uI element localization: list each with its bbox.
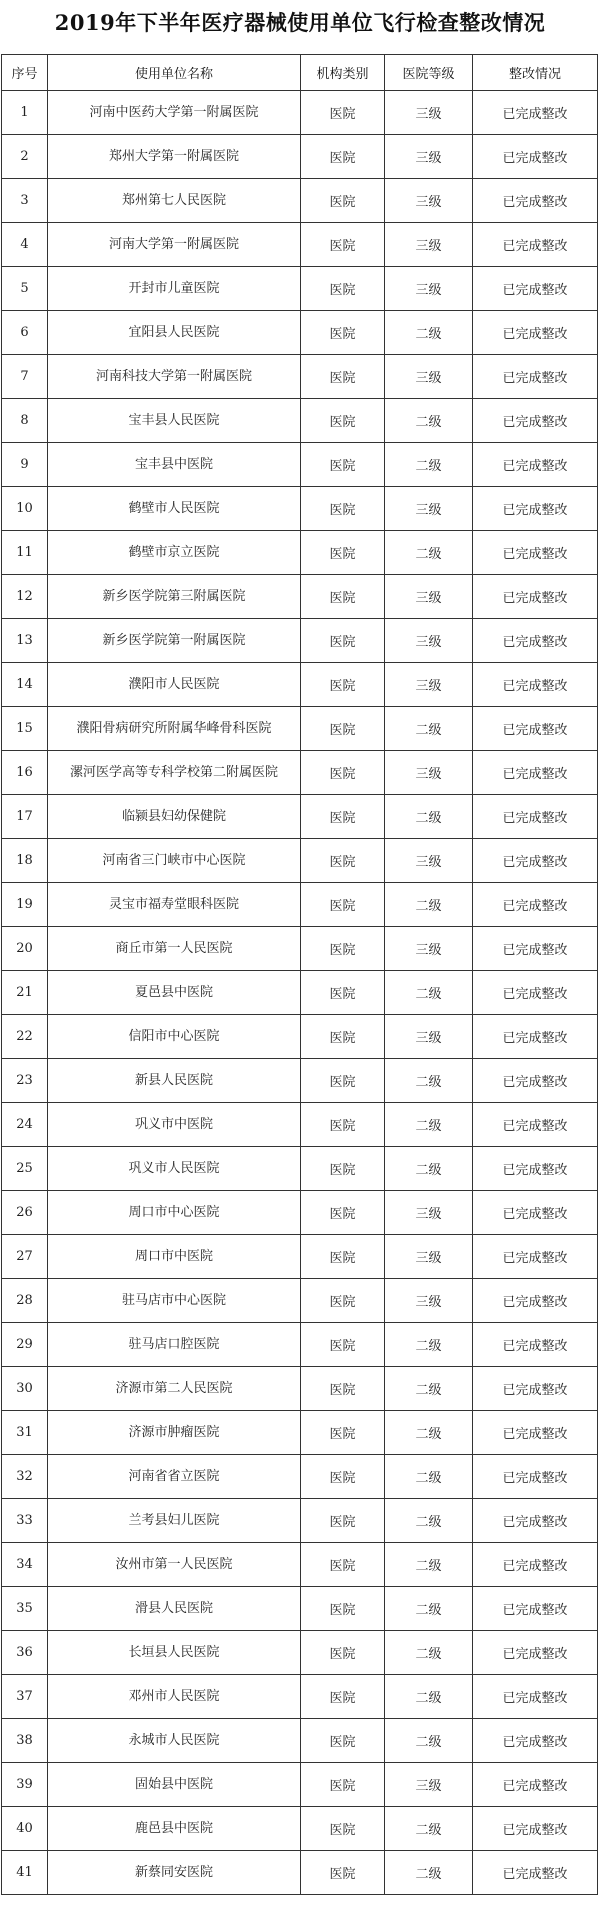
cell-rectification-status: 已完成整改 [473, 399, 598, 443]
cell-serial-number: 7 [2, 355, 48, 399]
cell-rectification-status: 已完成整改 [473, 1719, 598, 1763]
cell-unit-name: 新县人民医院 [48, 1059, 301, 1103]
cell-unit-name: 新乡医学院第一附属医院 [48, 619, 301, 663]
cell-rectification-status: 已完成整改 [473, 531, 598, 575]
table-row [2, 1587, 598, 1631]
cell-hospital-level: 二级 [385, 399, 473, 443]
cell-unit-name: 鹤壁市人民医院 [48, 487, 301, 531]
cell-institution-type: 医院 [301, 135, 385, 179]
header-unit-name: 使用单位名称 [48, 55, 301, 91]
cell-hospital-level: 三级 [385, 1763, 473, 1807]
cell-serial-number: 1 [2, 91, 48, 135]
cell-serial-number: 37 [2, 1675, 48, 1719]
table-row [2, 751, 598, 795]
cell-rectification-status: 已完成整改 [473, 619, 598, 663]
cell-hospital-level: 三级 [385, 1015, 473, 1059]
cell-serial-number: 2 [2, 135, 48, 179]
cell-institution-type: 医院 [301, 355, 385, 399]
cell-institution-type: 医院 [301, 751, 385, 795]
table-row [2, 1763, 598, 1807]
table-row [2, 1631, 598, 1675]
cell-institution-type: 医院 [301, 1543, 385, 1587]
cell-unit-name: 郑州第七人民医院 [48, 179, 301, 223]
cell-rectification-status: 已完成整改 [473, 1631, 598, 1675]
cell-serial-number: 11 [2, 531, 48, 575]
cell-hospital-level: 三级 [385, 355, 473, 399]
cell-hospital-level: 三级 [385, 223, 473, 267]
cell-unit-name: 滑县人民医院 [48, 1587, 301, 1631]
header-serial-number: 序号 [2, 55, 48, 91]
cell-serial-number: 3 [2, 179, 48, 223]
cell-hospital-level: 二级 [385, 1851, 473, 1895]
cell-unit-name: 河南大学第一附属医院 [48, 223, 301, 267]
cell-institution-type: 医院 [301, 1015, 385, 1059]
table-row [2, 399, 598, 443]
cell-rectification-status: 已完成整改 [473, 1411, 598, 1455]
cell-hospital-level: 三级 [385, 487, 473, 531]
cell-serial-number: 10 [2, 487, 48, 531]
cell-institution-type: 医院 [301, 91, 385, 135]
cell-unit-name: 河南省省立医院 [48, 1455, 301, 1499]
cell-institution-type: 医院 [301, 1191, 385, 1235]
cell-unit-name: 固始县中医院 [48, 1763, 301, 1807]
cell-rectification-status: 已完成整改 [473, 971, 598, 1015]
cell-unit-name: 濮阳骨病研究所附属华峰骨科医院 [48, 707, 301, 751]
cell-hospital-level: 二级 [385, 1631, 473, 1675]
cell-unit-name: 夏邑县中医院 [48, 971, 301, 1015]
cell-hospital-level: 三级 [385, 1279, 473, 1323]
cell-institution-type: 医院 [301, 1587, 385, 1631]
cell-institution-type: 医院 [301, 531, 385, 575]
cell-serial-number: 9 [2, 443, 48, 487]
cell-hospital-level: 二级 [385, 883, 473, 927]
cell-unit-name: 巩义市人民医院 [48, 1147, 301, 1191]
cell-serial-number: 24 [2, 1103, 48, 1147]
cell-rectification-status: 已完成整改 [473, 1015, 598, 1059]
cell-rectification-status: 已完成整改 [473, 135, 598, 179]
table-row [2, 1719, 598, 1763]
cell-institution-type: 医院 [301, 1147, 385, 1191]
cell-hospital-level: 二级 [385, 443, 473, 487]
table-row [2, 1323, 598, 1367]
cell-rectification-status: 已完成整改 [473, 839, 598, 883]
cell-unit-name: 汝州市第一人民医院 [48, 1543, 301, 1587]
cell-serial-number: 21 [2, 971, 48, 1015]
cell-rectification-status: 已完成整改 [473, 1807, 598, 1851]
table-row [2, 971, 598, 1015]
table-row [2, 1851, 598, 1895]
cell-hospital-level: 三级 [385, 751, 473, 795]
cell-unit-name: 济源市第二人民医院 [48, 1367, 301, 1411]
cell-hospital-level: 二级 [385, 1587, 473, 1631]
cell-serial-number: 39 [2, 1763, 48, 1807]
cell-institution-type: 医院 [301, 1851, 385, 1895]
table-row [2, 1279, 598, 1323]
table-row [2, 839, 598, 883]
table-row [2, 1455, 598, 1499]
cell-hospital-level: 二级 [385, 1807, 473, 1851]
cell-unit-name: 商丘市第一人民医院 [48, 927, 301, 971]
cell-institution-type: 医院 [301, 1631, 385, 1675]
cell-hospital-level: 三级 [385, 619, 473, 663]
cell-hospital-level: 二级 [385, 1543, 473, 1587]
cell-serial-number: 17 [2, 795, 48, 839]
cell-institution-type: 医院 [301, 1719, 385, 1763]
table-row [2, 1191, 598, 1235]
cell-rectification-status: 已完成整改 [473, 751, 598, 795]
cell-hospital-level: 三级 [385, 91, 473, 135]
cell-unit-name: 兰考县妇儿医院 [48, 1499, 301, 1543]
cell-hospital-level: 二级 [385, 1455, 473, 1499]
cell-rectification-status: 已完成整改 [473, 355, 598, 399]
cell-unit-name: 驻马店口腔医院 [48, 1323, 301, 1367]
cell-unit-name: 新乡医学院第三附属医院 [48, 575, 301, 619]
cell-hospital-level: 二级 [385, 1103, 473, 1147]
cell-unit-name: 开封市儿童医院 [48, 267, 301, 311]
cell-unit-name: 永城市人民医院 [48, 1719, 301, 1763]
table-body [2, 91, 598, 1895]
header-rectification-status: 整改情况 [473, 55, 598, 91]
cell-unit-name: 巩义市中医院 [48, 1103, 301, 1147]
cell-rectification-status: 已完成整改 [473, 1587, 598, 1631]
table-row [2, 1059, 598, 1103]
cell-serial-number: 35 [2, 1587, 48, 1631]
header-hospital-level: 医院等级 [385, 55, 473, 91]
cell-unit-name: 临颍县妇幼保健院 [48, 795, 301, 839]
cell-rectification-status: 已完成整改 [473, 91, 598, 135]
cell-hospital-level: 二级 [385, 1719, 473, 1763]
cell-rectification-status: 已完成整改 [473, 575, 598, 619]
cell-rectification-status: 已完成整改 [473, 1059, 598, 1103]
cell-rectification-status: 已完成整改 [473, 487, 598, 531]
cell-rectification-status: 已完成整改 [473, 1499, 598, 1543]
cell-institution-type: 医院 [301, 927, 385, 971]
cell-rectification-status: 已完成整改 [473, 311, 598, 355]
table-row [2, 1543, 598, 1587]
table-row [2, 795, 598, 839]
table-row [2, 1147, 598, 1191]
cell-institution-type: 医院 [301, 1323, 385, 1367]
cell-unit-name: 鹤壁市京立医院 [48, 531, 301, 575]
cell-unit-name: 信阳市中心医院 [48, 1015, 301, 1059]
table-row [2, 1367, 598, 1411]
cell-rectification-status: 已完成整改 [473, 1367, 598, 1411]
cell-hospital-level: 二级 [385, 1147, 473, 1191]
cell-serial-number: 27 [2, 1235, 48, 1279]
cell-serial-number: 40 [2, 1807, 48, 1851]
cell-institution-type: 医院 [301, 443, 385, 487]
inspection-table [1, 54, 598, 1895]
cell-unit-name: 宝丰县中医院 [48, 443, 301, 487]
cell-serial-number: 13 [2, 619, 48, 663]
cell-serial-number: 14 [2, 663, 48, 707]
cell-unit-name: 鹿邑县中医院 [48, 1807, 301, 1851]
cell-institution-type: 医院 [301, 487, 385, 531]
table-row [2, 443, 598, 487]
cell-rectification-status: 已完成整改 [473, 223, 598, 267]
cell-rectification-status: 已完成整改 [473, 1675, 598, 1719]
cell-institution-type: 医院 [301, 971, 385, 1015]
cell-serial-number: 34 [2, 1543, 48, 1587]
header-institution-type: 机构类别 [301, 55, 385, 91]
table-row [2, 1103, 598, 1147]
cell-institution-type: 医院 [301, 663, 385, 707]
cell-hospital-level: 三级 [385, 1191, 473, 1235]
cell-institution-type: 医院 [301, 883, 385, 927]
cell-serial-number: 41 [2, 1851, 48, 1895]
cell-rectification-status: 已完成整改 [473, 179, 598, 223]
cell-hospital-level: 二级 [385, 311, 473, 355]
cell-rectification-status: 已完成整改 [473, 1279, 598, 1323]
table-header-row [2, 55, 598, 91]
cell-serial-number: 33 [2, 1499, 48, 1543]
cell-rectification-status: 已完成整改 [473, 1103, 598, 1147]
cell-unit-name: 邓州市人民医院 [48, 1675, 301, 1719]
table-row [2, 927, 598, 971]
cell-serial-number: 22 [2, 1015, 48, 1059]
cell-serial-number: 18 [2, 839, 48, 883]
cell-unit-name: 周口市中医院 [48, 1235, 301, 1279]
cell-institution-type: 医院 [301, 1499, 385, 1543]
table-row [2, 575, 598, 619]
cell-institution-type: 医院 [301, 619, 385, 663]
table-row [2, 267, 598, 311]
cell-hospital-level: 二级 [385, 1499, 473, 1543]
cell-hospital-level: 三级 [385, 839, 473, 883]
table-row [2, 311, 598, 355]
document-title: 2019年下半年医疗器械使用单位飞行检查整改情况 [54, 10, 546, 35]
cell-rectification-status: 已完成整改 [473, 663, 598, 707]
cell-unit-name: 郑州大学第一附属医院 [48, 135, 301, 179]
cell-serial-number: 5 [2, 267, 48, 311]
cell-hospital-level: 二级 [385, 971, 473, 1015]
cell-institution-type: 医院 [301, 1059, 385, 1103]
cell-unit-name: 长垣县人民医院 [48, 1631, 301, 1675]
table-row [2, 707, 598, 751]
cell-unit-name: 宜阳县人民医院 [48, 311, 301, 355]
cell-hospital-level: 二级 [385, 795, 473, 839]
cell-serial-number: 38 [2, 1719, 48, 1763]
cell-serial-number: 15 [2, 707, 48, 751]
cell-institution-type: 医院 [301, 399, 385, 443]
cell-serial-number: 32 [2, 1455, 48, 1499]
cell-rectification-status: 已完成整改 [473, 795, 598, 839]
cell-unit-name: 宝丰县人民医院 [48, 399, 301, 443]
cell-serial-number: 26 [2, 1191, 48, 1235]
cell-hospital-level: 二级 [385, 1675, 473, 1719]
table-row [2, 179, 598, 223]
cell-hospital-level: 二级 [385, 1411, 473, 1455]
table-row [2, 91, 598, 135]
cell-institution-type: 医院 [301, 1367, 385, 1411]
table-row [2, 1411, 598, 1455]
cell-unit-name: 新蔡同安医院 [48, 1851, 301, 1895]
cell-rectification-status: 已完成整改 [473, 267, 598, 311]
cell-serial-number: 29 [2, 1323, 48, 1367]
cell-rectification-status: 已完成整改 [473, 1543, 598, 1587]
cell-rectification-status: 已完成整改 [473, 1235, 598, 1279]
cell-hospital-level: 三级 [385, 267, 473, 311]
cell-rectification-status: 已完成整改 [473, 707, 598, 751]
cell-serial-number: 36 [2, 1631, 48, 1675]
cell-hospital-level: 二级 [385, 1367, 473, 1411]
cell-serial-number: 28 [2, 1279, 48, 1323]
cell-hospital-level: 三级 [385, 1235, 473, 1279]
cell-hospital-level: 三级 [385, 135, 473, 179]
cell-unit-name: 漯河医学高等专科学校第二附属医院 [48, 751, 301, 795]
cell-rectification-status: 已完成整改 [473, 1851, 598, 1895]
cell-unit-name: 灵宝市福寿堂眼科医院 [48, 883, 301, 927]
cell-rectification-status: 已完成整改 [473, 1147, 598, 1191]
cell-rectification-status: 已完成整改 [473, 1323, 598, 1367]
cell-serial-number: 20 [2, 927, 48, 971]
table-row [2, 1235, 598, 1279]
cell-serial-number: 30 [2, 1367, 48, 1411]
cell-serial-number: 8 [2, 399, 48, 443]
cell-hospital-level: 二级 [385, 1059, 473, 1103]
cell-rectification-status: 已完成整改 [473, 883, 598, 927]
table-row [2, 663, 598, 707]
cell-institution-type: 医院 [301, 795, 385, 839]
cell-institution-type: 医院 [301, 839, 385, 883]
cell-serial-number: 16 [2, 751, 48, 795]
cell-rectification-status: 已完成整改 [473, 1455, 598, 1499]
cell-institution-type: 医院 [301, 707, 385, 751]
cell-institution-type: 医院 [301, 179, 385, 223]
cell-hospital-level: 二级 [385, 531, 473, 575]
cell-institution-type: 医院 [301, 311, 385, 355]
table-row [2, 1807, 598, 1851]
cell-institution-type: 医院 [301, 1235, 385, 1279]
table-row [2, 883, 598, 927]
cell-institution-type: 医院 [301, 1411, 385, 1455]
table-row [2, 223, 598, 267]
cell-hospital-level: 三级 [385, 663, 473, 707]
table-row [2, 355, 598, 399]
cell-serial-number: 23 [2, 1059, 48, 1103]
cell-institution-type: 医院 [301, 1279, 385, 1323]
cell-unit-name: 驻马店市中心医院 [48, 1279, 301, 1323]
cell-unit-name: 周口市中心医院 [48, 1191, 301, 1235]
cell-serial-number: 12 [2, 575, 48, 619]
cell-hospital-level: 二级 [385, 707, 473, 751]
cell-rectification-status: 已完成整改 [473, 1191, 598, 1235]
cell-serial-number: 31 [2, 1411, 48, 1455]
cell-institution-type: 医院 [301, 1675, 385, 1719]
cell-unit-name: 河南科技大学第一附属医院 [48, 355, 301, 399]
table-row [2, 1015, 598, 1059]
cell-serial-number: 6 [2, 311, 48, 355]
cell-institution-type: 医院 [301, 1455, 385, 1499]
table-row [2, 531, 598, 575]
cell-unit-name: 河南省三门峡市中心医院 [48, 839, 301, 883]
cell-rectification-status: 已完成整改 [473, 927, 598, 971]
cell-unit-name: 河南中医药大学第一附属医院 [48, 91, 301, 135]
cell-rectification-status: 已完成整改 [473, 443, 598, 487]
cell-rectification-status: 已完成整改 [473, 1763, 598, 1807]
cell-institution-type: 医院 [301, 1103, 385, 1147]
cell-hospital-level: 三级 [385, 575, 473, 619]
cell-institution-type: 医院 [301, 267, 385, 311]
cell-unit-name: 濮阳市人民医院 [48, 663, 301, 707]
cell-serial-number: 25 [2, 1147, 48, 1191]
cell-institution-type: 医院 [301, 1763, 385, 1807]
table-row [2, 487, 598, 531]
cell-hospital-level: 二级 [385, 1323, 473, 1367]
cell-institution-type: 医院 [301, 223, 385, 267]
cell-institution-type: 医院 [301, 1807, 385, 1851]
table-row [2, 135, 598, 179]
cell-unit-name: 济源市肿瘤医院 [48, 1411, 301, 1455]
table-row [2, 619, 598, 663]
cell-hospital-level: 三级 [385, 927, 473, 971]
cell-institution-type: 医院 [301, 575, 385, 619]
cell-serial-number: 4 [2, 223, 48, 267]
table-row [2, 1675, 598, 1719]
table-row [2, 1499, 598, 1543]
cell-serial-number: 19 [2, 883, 48, 927]
cell-hospital-level: 三级 [385, 179, 473, 223]
